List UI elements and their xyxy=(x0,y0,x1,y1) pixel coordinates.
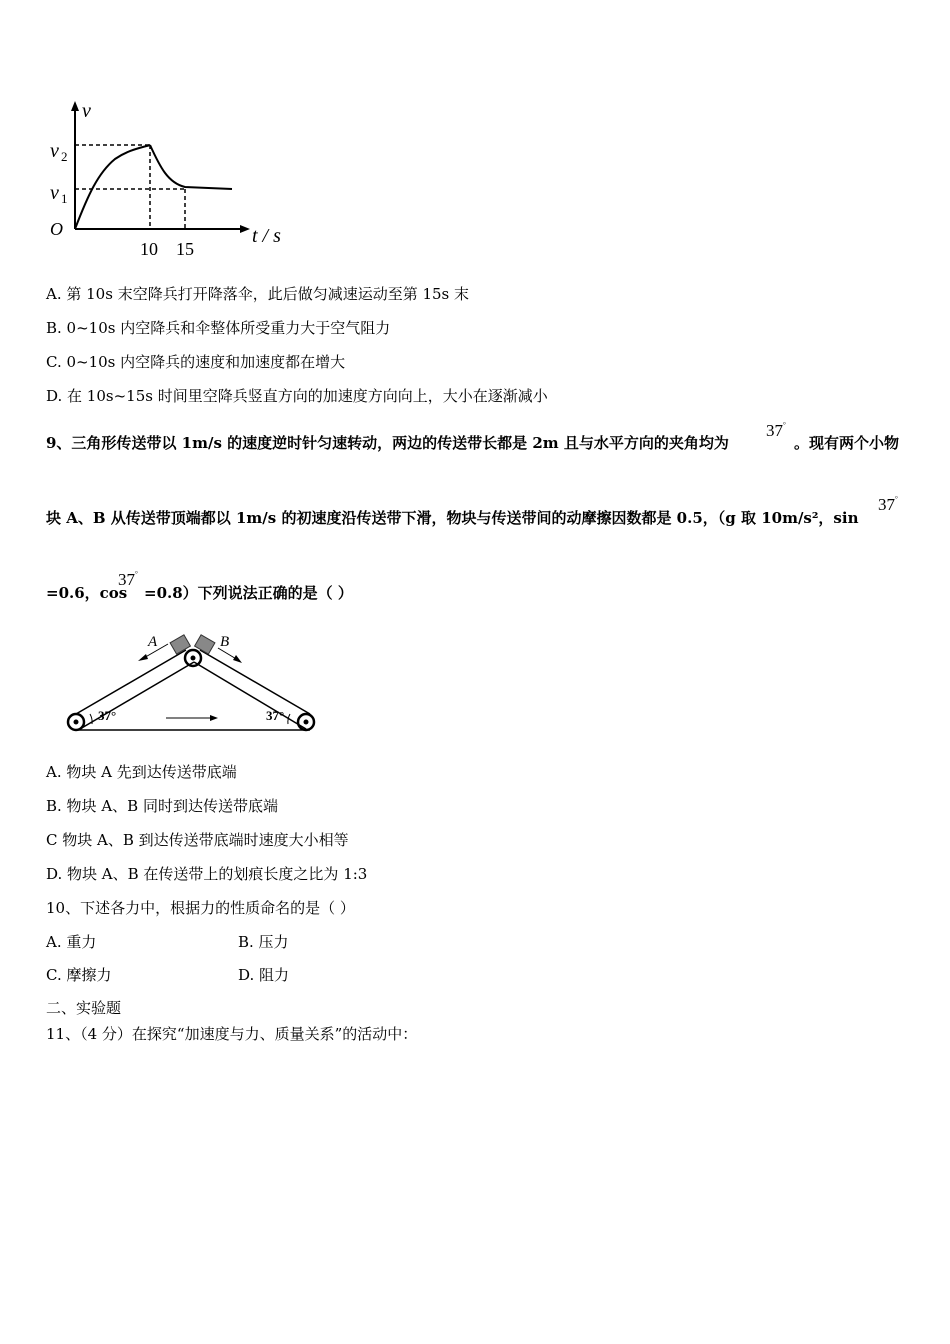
v1-label: v xyxy=(50,182,59,204)
label-a: A xyxy=(148,634,158,650)
angle-value: 37 xyxy=(118,570,135,589)
degree-mark: ° xyxy=(135,570,138,578)
q10-option-c: C. 摩擦力 xyxy=(46,966,112,984)
tick-15-label: 15 xyxy=(176,239,194,259)
q9-stem-line1: 9、三角形传送带以 1m/s 的速度逆时针匀速转动，两边的传送带长都是 2m 且与水平方向的夹角均为 xyxy=(46,434,729,452)
angle-left-label: 37° xyxy=(98,708,117,723)
angle-value: 37 xyxy=(878,495,895,514)
q9-option-c: C 物块 A、B 到达传送带底端时速度大小相等 xyxy=(46,831,349,849)
v2-label: v xyxy=(50,140,59,162)
q9-stem-line3b: =0.8）下列说法正确的是（ ） xyxy=(144,584,353,602)
q10-option-b: B. 压力 xyxy=(238,933,289,951)
q9-option-b: B. 物块 A、B 同时到达传送带底端 xyxy=(46,797,278,815)
section-heading: 二、实验题 xyxy=(46,999,122,1017)
left-pulley-axle xyxy=(74,720,79,725)
belt-right-upper xyxy=(200,650,310,714)
t-axis-label: t / s xyxy=(252,225,281,247)
top-pulley-axle xyxy=(191,656,196,661)
q10-option-d: D. 阻力 xyxy=(238,966,290,984)
velocity-time-graph xyxy=(40,95,300,265)
degree-mark: ° xyxy=(783,421,786,429)
q9-angle-1 xyxy=(766,421,786,441)
label-b: B xyxy=(220,634,230,650)
v1-subscript: 1 xyxy=(61,191,68,206)
angle-value: 37 xyxy=(766,421,783,440)
q10-stem: 10、下述各力中，根据力的性质命名的是（ ） xyxy=(46,899,355,917)
v2-subscript: 2 xyxy=(61,149,68,164)
q10-option-a: A. 重力 xyxy=(46,933,97,951)
q11-stem: 11、（4 分）在探究“加速度与力、质量关系”的活动中： xyxy=(46,1025,418,1043)
q8-option-d: D. 在 10s~15s 时间里空降兵竖直方向的加速度方向向上，大小在逐渐减小 xyxy=(46,387,548,405)
degree-mark: ° xyxy=(895,495,898,503)
q9-stem-line1-end: 。现有两个小物 xyxy=(794,434,900,452)
angle-right-label: 37° xyxy=(266,708,285,723)
t-axis-arrow-icon xyxy=(240,225,250,233)
q9-stem-line2: 块 A、B 从传送带顶端都以 1m/s 的初速度沿传送带下滑，物块与传送带间的动摩擦因数都是 0.5，（g 取 10m/s²，sin xyxy=(46,509,859,527)
q9-option-a: A. 物块 A 先到达传送带底端 xyxy=(46,763,237,781)
velocity-curve-fall xyxy=(150,145,232,189)
origin-label: O xyxy=(50,219,63,239)
arrow-a-head-icon xyxy=(138,654,148,661)
arrow-b-head-icon xyxy=(233,655,242,663)
v-axis-label: v xyxy=(82,100,91,122)
belt-direction-arrow-icon xyxy=(210,715,218,721)
conveyor-belt-diagram xyxy=(60,628,330,738)
v-axis-arrow-icon xyxy=(71,101,79,111)
belt-left-upper xyxy=(76,650,186,714)
right-pulley-axle xyxy=(304,720,309,725)
q8-option-a: A. 第 10s 末空降兵打开降落伞，此后做匀减速运动至第 15s 末 xyxy=(46,285,470,303)
q9-angle-3 xyxy=(118,570,138,590)
velocity-curve-rise xyxy=(75,145,150,229)
tick-10-label: 10 xyxy=(140,239,158,259)
q9-option-d: D. 物块 A、B 在传送带上的划痕长度之比为 1:3 xyxy=(46,865,368,883)
q8-option-b: B. 0~10s 内空降兵和伞整体所受重力大于空气阻力 xyxy=(46,319,391,337)
q8-option-c: C. 0~10s 内空降兵的速度和加速度都在增大 xyxy=(46,353,346,371)
q9-stem-line3a: =0.6，cos xyxy=(46,584,128,602)
q9-angle-2 xyxy=(878,495,898,515)
